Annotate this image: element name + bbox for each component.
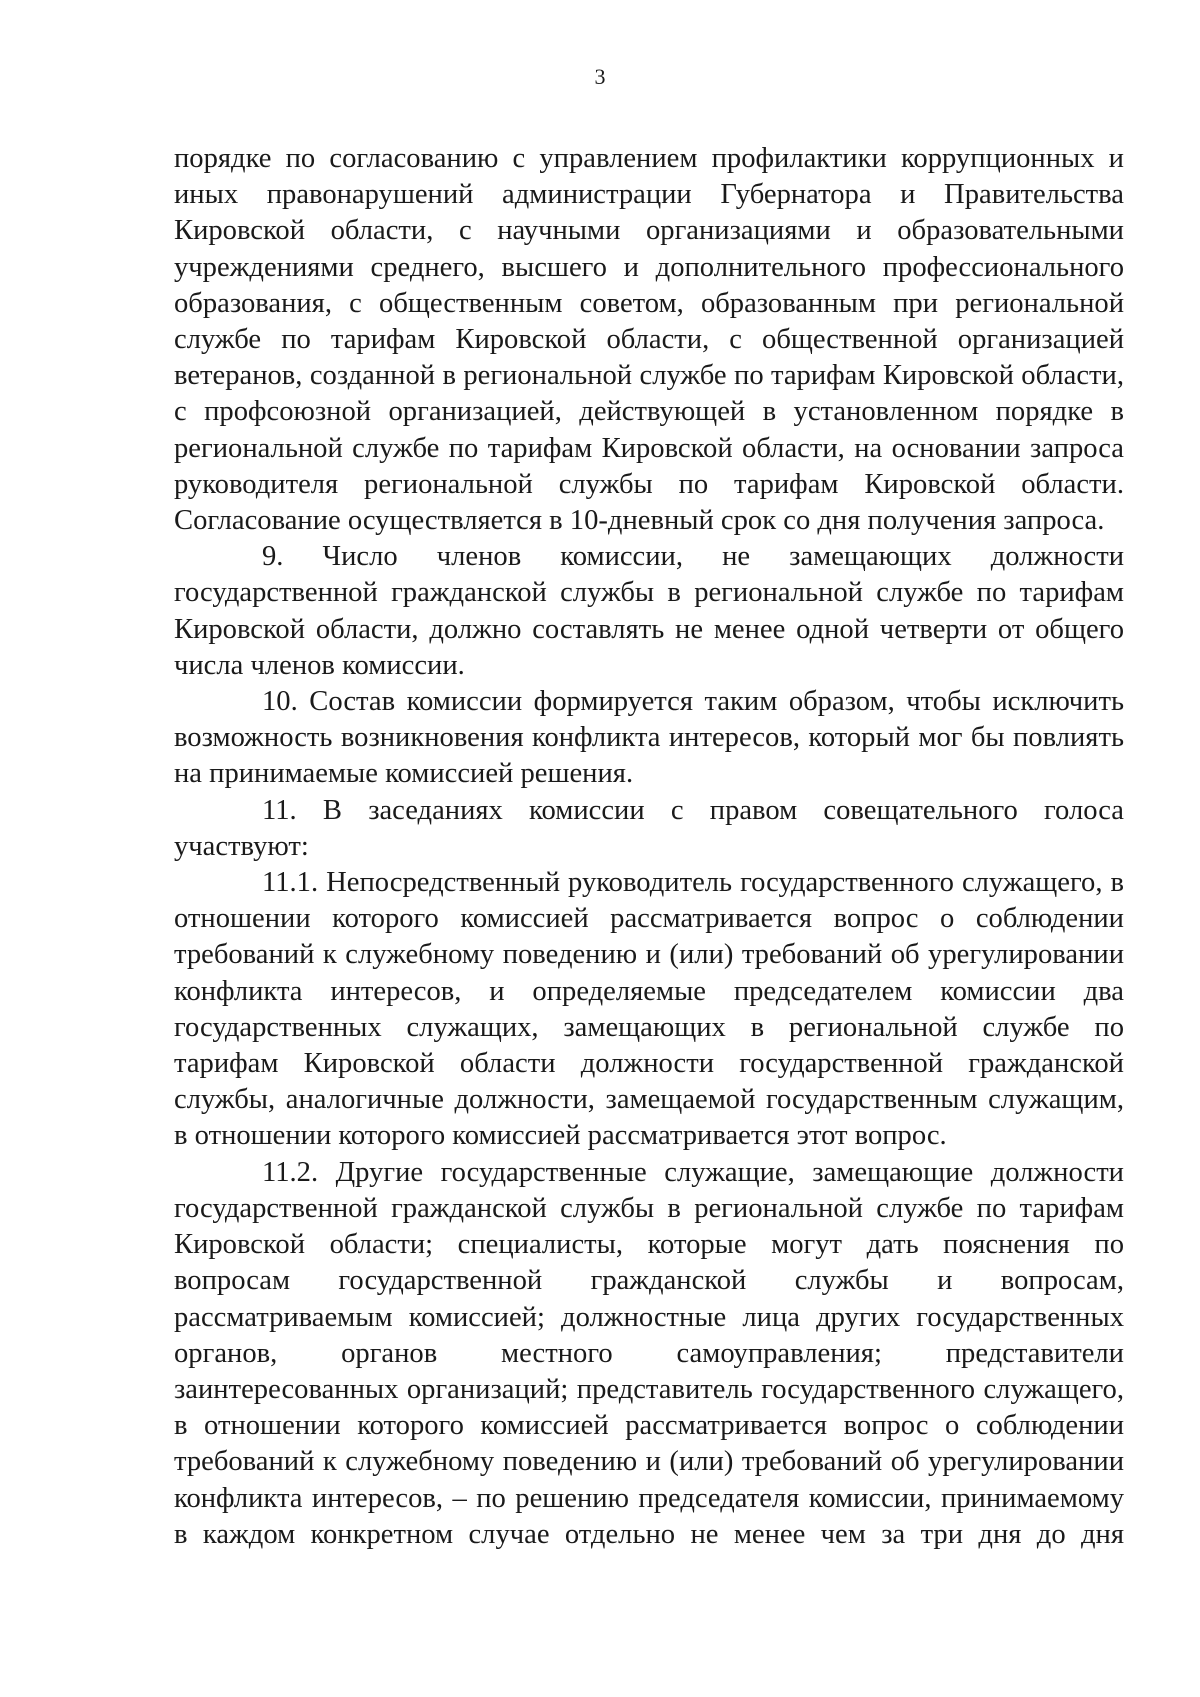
paragraph-11-2: 11.2. Другие государственные служащие, замещающие должности государственной гражданской службы в региональной службе по тарифам Кировской области; специалисты, которые могут дать пояснения по вопросам государственной гражданской службы и вопросам, рассматриваемым комиссией; должностные лица других государственных органов, органов местного самоуправления; представители заинтересованных организаций; представитель государственного служащего, в отношении которого комиссией рассматривается вопрос о соблюдении требований к служебному поведению и (или) требований об урегулировании конфликта интересов, – по решению председателя комиссии, принимаемому в каждом конкретном случае отдельно не менее чем за три дня до дня — [174, 1156, 1124, 1550]
paragraph-9: 9. Число членов комиссии, не замещающих должности государственной гражданской службы в региональной службе по тарифам Кировской области, должно составлять не менее одной четверти от общего числа членов комиссии. — [174, 541, 1124, 681]
paragraph-continuation: порядке по согласованию с управлением профилактики коррупционных и иных правонарушений администрации Губернатора и Правительства Кировской области, с научными организациями и образовательными учреждениями среднего, высшего и дополнительного профессионального образования, с общественным советом, образованным при региональной службе по тарифам Кировской области, с общественной организацией ветеранов, созданной в региональной службе по тарифам Кировской области, с профсоюзной организацией, действующей в установленном порядке в региональной службе по тарифам Кировской области, на основании запроса руководителя региональной службы по тарифам Кировской области. Согласование осуществляется в 10-дневный срок со дня получения запроса. — [174, 143, 1124, 537]
document-body — [174, 141, 1124, 1553]
paragraph-11: 11. В заседаниях комиссии с правом совещательного голоса участвуют: — [174, 794, 1124, 862]
paragraph-10: 10. Состав комиссии формируется таким образом, чтобы исключить возможность возникновения конфликта интересов, который мог бы повлиять на принимаемые комиссией решения. — [174, 686, 1124, 790]
paragraph-11-1: 11.1. Непосредственный руководитель государственного служащего, в отношении которого комиссией рассматривается вопрос о соблюдении требований к служебному поведению и (или) требований об урегулировании конфликта интересов, и определяемые председателем комиссии два государственных служащих, замещающих в региональной службе по тарифам Кировской области должности государственной гражданской службы, аналогичные должности, замещаемой государственным служащим, в отношении которого комиссией рассматривается этот вопрос. — [174, 867, 1124, 1152]
page-number: 3 — [594, 64, 606, 89]
